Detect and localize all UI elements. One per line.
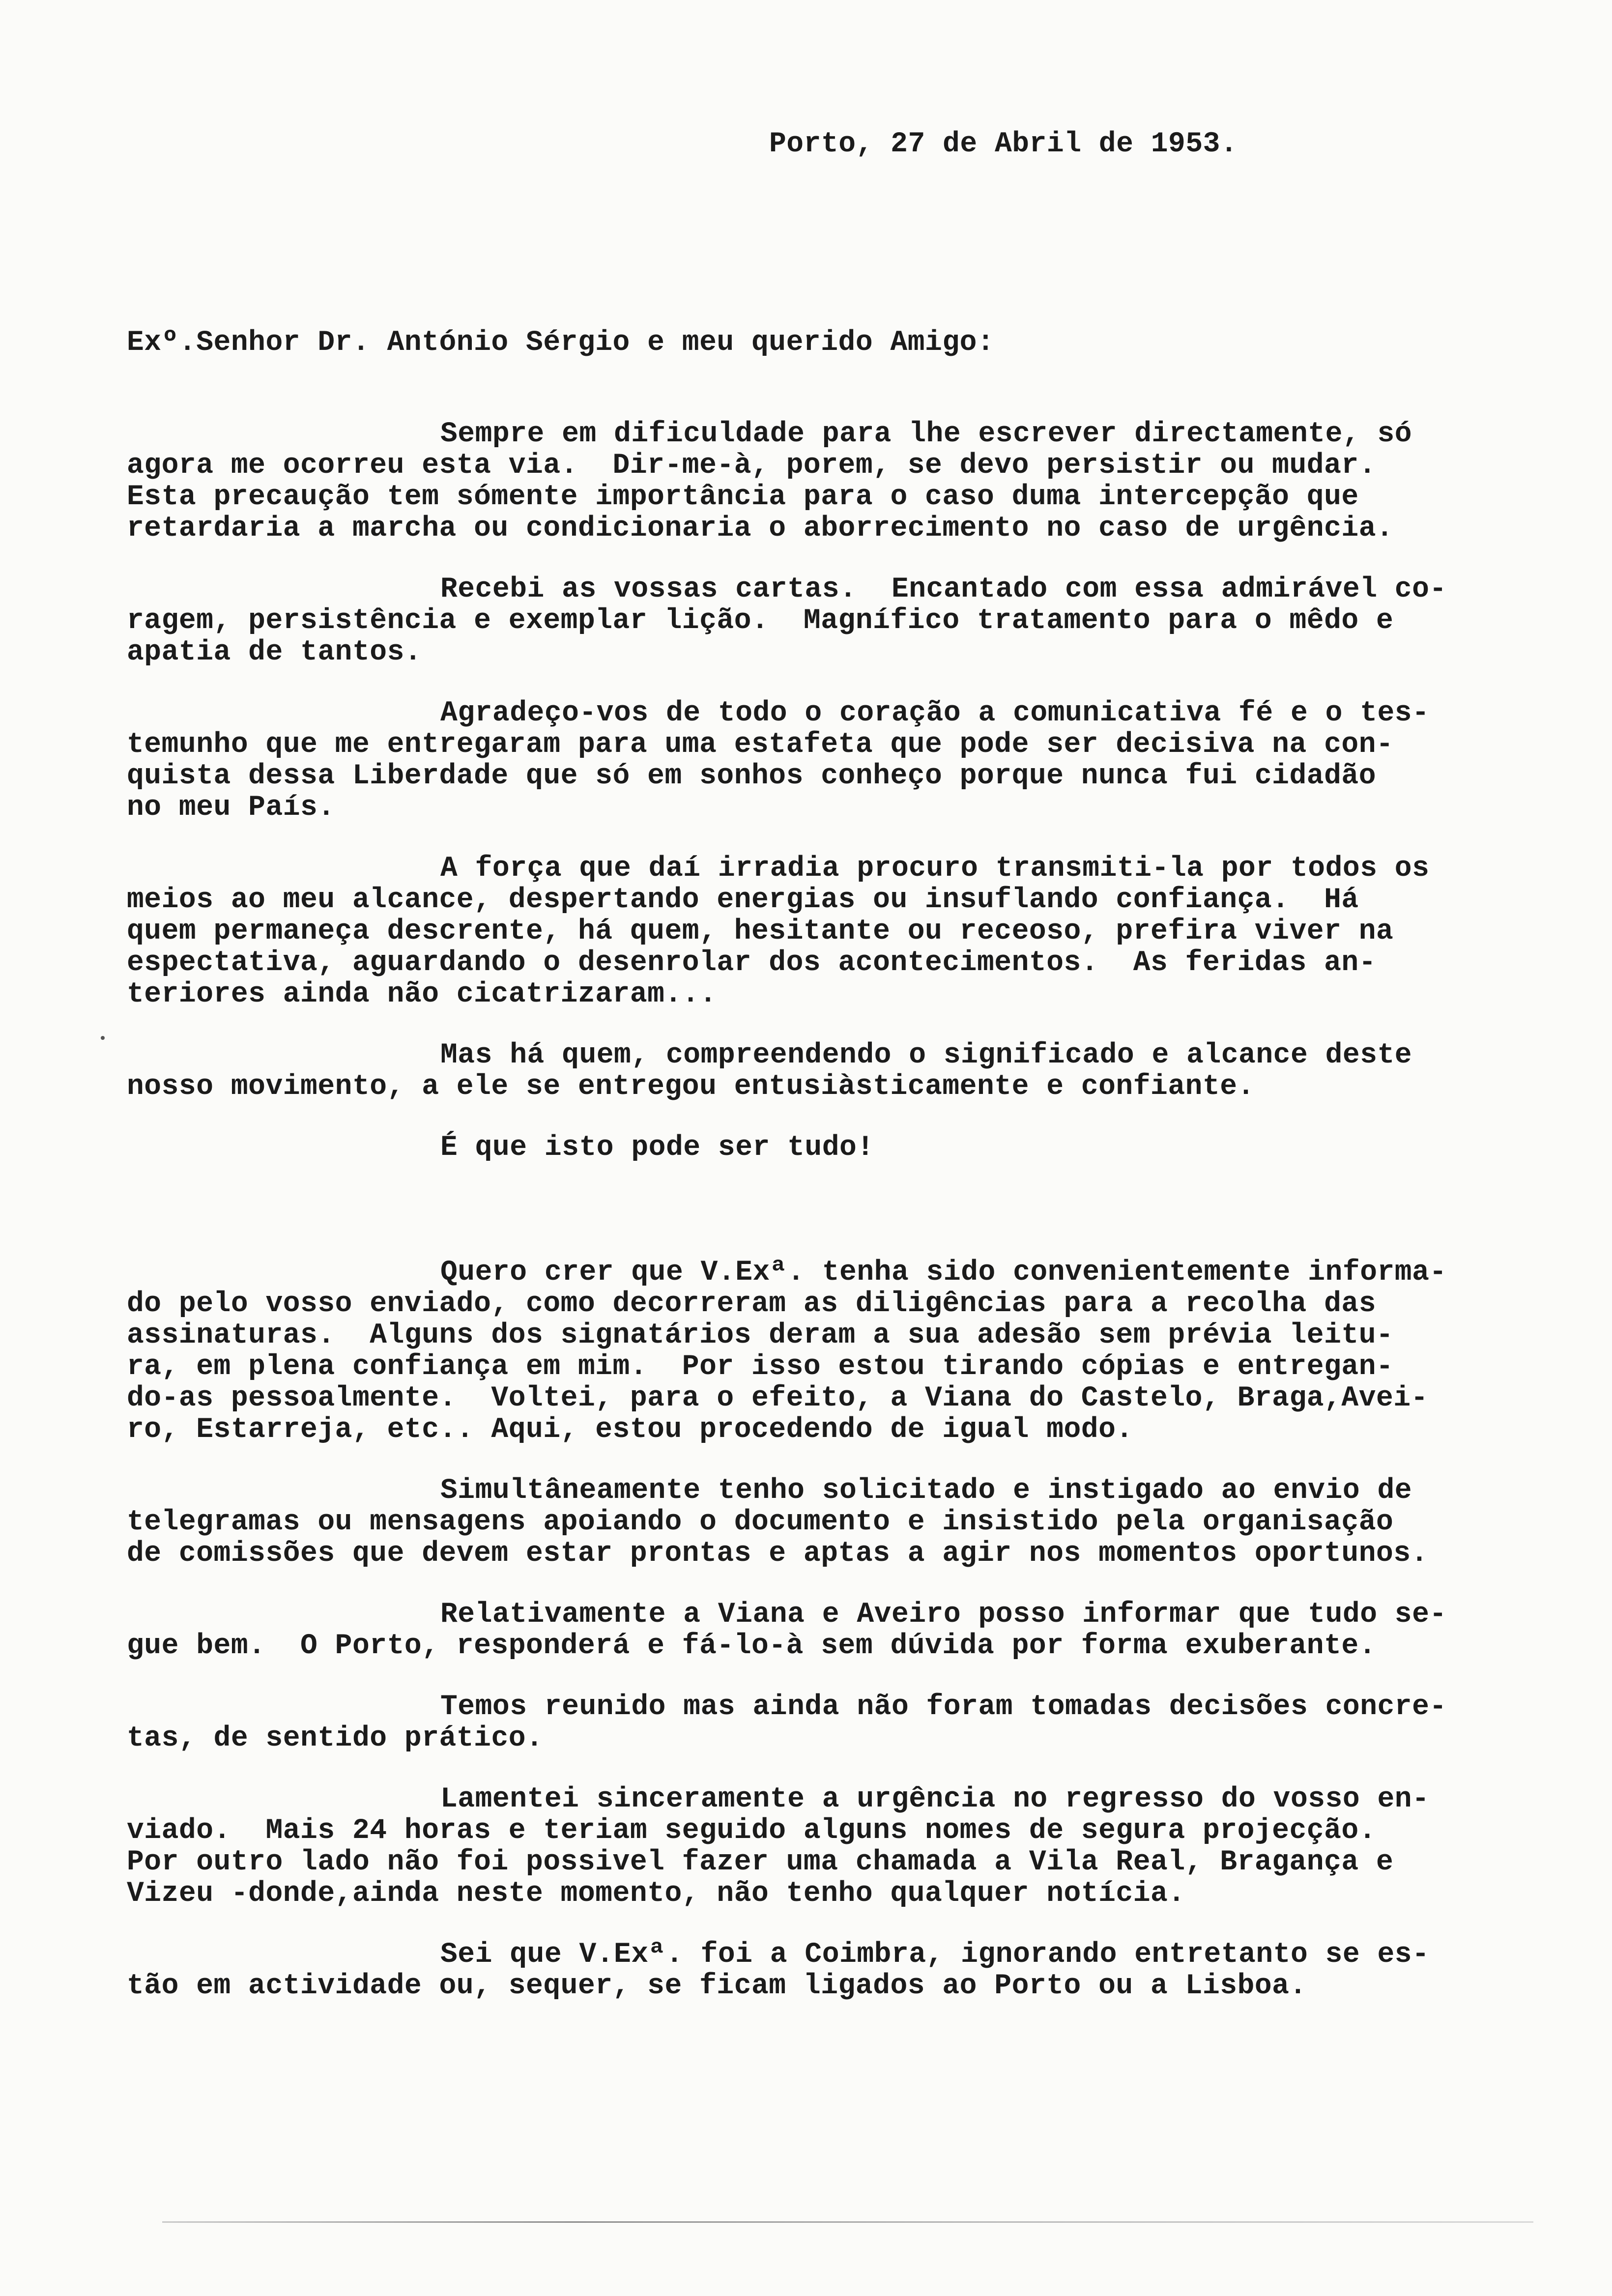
- text-line: Temos reunido mas ainda não foram tomadas decisões concre-: [440, 1691, 1447, 1723]
- ink-speck: [101, 1036, 105, 1040]
- text-line: quista dessa Liberdade que só em sonhos conheço porque nunca fui cidadão: [127, 760, 1377, 792]
- text-line: Lamentei sinceramente a urgência no regresso do vosso en-: [440, 1783, 1430, 1815]
- text-line: Esta precaução tem sómente importância para o caso duma intercepção que: [127, 481, 1359, 513]
- text-line: ro, Estarreja, etc.. Aqui, estou procedendo de igual modo.: [127, 1414, 1133, 1446]
- text-line: viado. Mais 24 horas e teriam seguido alguns nomes de segura projecção.: [127, 1815, 1377, 1847]
- text-line: tão em actividade ou, sequer, se ficam ligados ao Porto ou a Lisboa.: [127, 1970, 1307, 2002]
- paragraph: [127, 574, 1591, 668]
- text-line: Sempre em dificuldade para lhe escrever directamente, só: [440, 418, 1412, 450]
- text-line: assinaturas. Alguns dos signatários deram a sua adesão sem prévia leitu-: [127, 1320, 1394, 1351]
- paragraph: [127, 1692, 1591, 1754]
- paragraph-gap: [127, 1193, 1591, 1257]
- text-line: É que isto pode ser tudo!: [440, 1132, 874, 1164]
- text-line: Vizeu -donde,ainda neste momento, não tenho qualquer notícia.: [127, 1878, 1185, 1910]
- text-line: nosso movimento, a ele se entregou entusiàsticamente e confiante.: [127, 1071, 1255, 1103]
- text-line: retardaria a marcha ou condicionaria o aborrecimento no caso de urgência.: [127, 513, 1394, 545]
- paragraph: [127, 1040, 1591, 1103]
- paragraph: [127, 853, 1591, 1010]
- text-line: Mas há quem, compreendendo o significado e alcance deste: [440, 1039, 1412, 1071]
- letter-body: [127, 419, 1591, 2032]
- text-line: do-as pessoalmente. Voltei, para o efeito, a Viana do Castelo, Braga,Avei-: [127, 1382, 1428, 1414]
- bottom-edge-rule: [162, 2221, 1533, 2223]
- text-line: apatia de tantos.: [127, 636, 422, 668]
- text-line: meios ao meu alcance, despertando energias ou insuflando confiança. Há: [127, 884, 1359, 916]
- paragraph: [127, 1784, 1591, 1910]
- text-line: gue bem. O Porto, responderá e fá-lo-à sem dúvida por forma exuberante.: [127, 1630, 1377, 1662]
- text-line: tas, de sentido prático.: [127, 1722, 544, 1754]
- text-line: ragem, persistência e exemplar lição. Magnífico tratamento para o mêdo e: [127, 605, 1394, 637]
- paragraph: [127, 1599, 1591, 1662]
- text-line: Relativamente a Viana e Aveiro posso informar que tudo se-: [440, 1599, 1447, 1631]
- paragraph: [127, 419, 1591, 545]
- text-line: de comissões que devem estar prontas e aptas a agir nos momentos oportunos.: [127, 1538, 1428, 1570]
- text-line: Simultâneamente tenho solicitado e instigado ao envio de: [440, 1475, 1412, 1507]
- letter-date: Porto, 27 de Abril de 1953.: [769, 128, 1238, 160]
- text-line: ra, em plena confiança em mim. Por isso estou tirando cópias e entregan-: [127, 1351, 1394, 1383]
- text-line: Quero crer que V.Exª. tenha sido convenientemente informa-: [440, 1257, 1447, 1289]
- text-line: temunho que me entregaram para uma estafeta que pode ser decisiva na con-: [127, 729, 1394, 761]
- text-line: quem permaneça descrente, há quem, hesitante ou receoso, prefira viver na: [127, 916, 1394, 947]
- paragraph: [127, 1939, 1591, 2002]
- text-line: telegramas ou mensagens apoiando o documento e insistido pela organisação: [127, 1506, 1394, 1538]
- text-line: do pelo vosso enviado, como decorreram as diligências para a recolha das: [127, 1288, 1377, 1320]
- paragraph: [127, 1132, 1591, 1164]
- text-line: Agradeço-vos de todo o coração a comunicativa fé e o tes-: [440, 697, 1430, 729]
- text-line: Recebi as vossas cartas. Encantado com essa admirável co-: [440, 574, 1447, 605]
- text-line: agora me ocorreu esta via. Dir-me-à, porem, se devo persistir ou mudar.: [127, 450, 1377, 482]
- text-line: teriores ainda não cicatrizaram...: [127, 978, 717, 1010]
- text-line: A força que daí irradia procuro transmiti-la por todos os: [440, 853, 1430, 885]
- text-line: Sei que V.Exª. foi a Coimbra, ignorando entretanto se es-: [440, 1939, 1430, 1971]
- paragraph: [127, 698, 1591, 824]
- letter-salutation: Exº.Senhor Dr. António Sérgio e meu querido Amigo:: [127, 327, 995, 359]
- text-line: no meu País.: [127, 792, 335, 824]
- text-line: Por outro lado não foi possivel fazer uma chamada a Vila Real, Bragança e: [127, 1846, 1394, 1878]
- paragraph: [127, 1475, 1591, 1570]
- paragraph: [127, 1257, 1591, 1446]
- text-line: espectativa, aguardando o desenrolar dos acontecimentos. As feridas an-: [127, 947, 1377, 979]
